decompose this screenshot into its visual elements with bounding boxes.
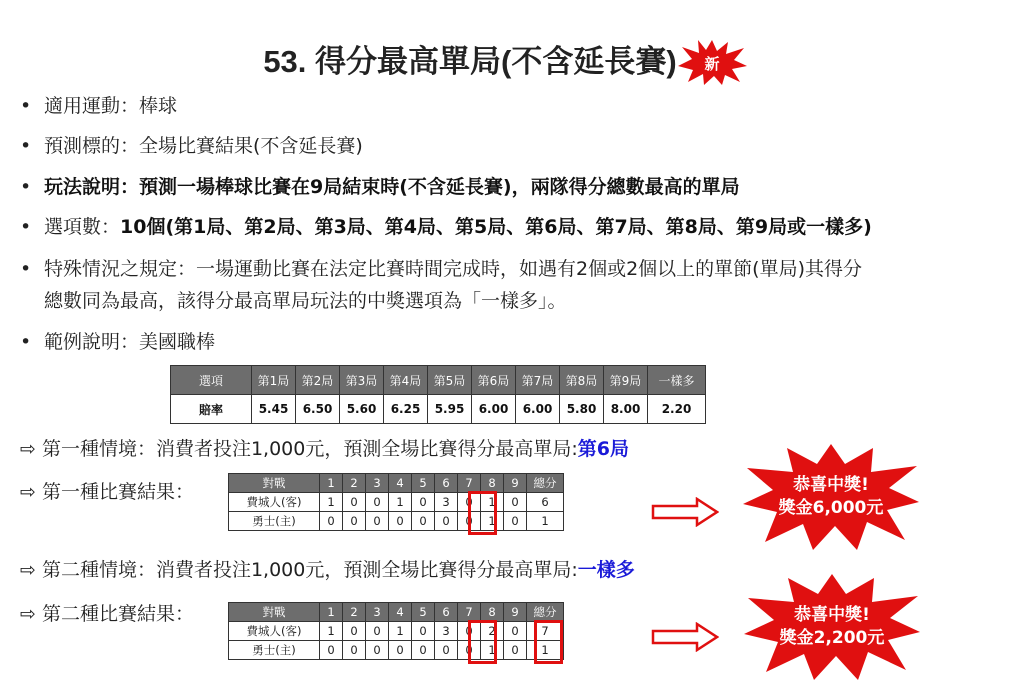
odds-value-cell: 5.60 (340, 395, 384, 424)
inning-score: 0 (366, 641, 389, 660)
case2-scenario (20, 555, 635, 582)
score-row-home (229, 512, 564, 531)
score-header-cell: 5 (412, 603, 435, 622)
case1-result-label: ⇨ 第一種比賽結果： (20, 481, 194, 503)
right-arrow-icon (651, 622, 719, 652)
odds-value-cell: 5.45 (252, 395, 296, 424)
burst-line-1: 恭喜中獎! (793, 475, 869, 495)
bullet-dot: • (20, 331, 32, 353)
score-header-cell: 8 (481, 603, 504, 622)
total-score: 6 (527, 493, 564, 512)
score-header-cell: 9 (504, 603, 527, 622)
case2-result-label: ⇨ 第二種比賽結果： (20, 603, 194, 625)
odds-value-cell: 2.20 (648, 395, 706, 424)
score-header-cell: 對戰 (229, 474, 320, 493)
case2-scenario-text: 第二種情境：消費者投注1,000元，預測全場比賽得分最高單局: (41, 559, 578, 581)
inning-score: 3 (435, 622, 458, 641)
score-header-cell: 7 (458, 603, 481, 622)
total-score: 1 (527, 641, 564, 660)
special-line-2: 總數同為最高，該得分最高單局玩法的中獎選項為「一樣多」。 (44, 290, 567, 312)
arrow-icon: ⇨ (20, 603, 36, 625)
arrow-icon: ⇨ (20, 438, 36, 460)
burst-shape (742, 572, 922, 682)
odds-value-cell: 6.00 (516, 395, 560, 424)
score-header-cell: 2 (343, 603, 366, 622)
score-header-cell: 總分 (527, 474, 564, 493)
odds-value-cell: 6.50 (296, 395, 340, 424)
score-header-cell: 3 (366, 474, 389, 493)
score-header-cell: 對戰 (229, 603, 320, 622)
options-prefix: 選項數： (44, 216, 121, 238)
inning-score: 0 (435, 641, 458, 660)
options-value: 10個(第1局、第2局、第3局、第4局、第5局、第6局、第7局、第8局、第9局或一樣多) (120, 216, 872, 238)
score-header-cell: 9 (504, 474, 527, 493)
bullet-dot: • (20, 216, 32, 238)
inning-score: 0 (412, 641, 435, 660)
total-score: 1 (527, 512, 564, 531)
bullet-dot: • (20, 135, 32, 157)
inning-score: 2 (481, 622, 504, 641)
arrow-icon: ⇨ (20, 481, 36, 503)
inning-score: 0 (343, 622, 366, 641)
score-header-cell: 8 (481, 474, 504, 493)
case1-score-table (228, 473, 564, 531)
odds-value-cell: 8.00 (604, 395, 648, 424)
score-header-cell: 總分 (527, 603, 564, 622)
right-arrow-icon (651, 497, 719, 527)
inning-score: 0 (412, 512, 435, 531)
score-row-home (229, 641, 564, 660)
team-name: 費城人(客) (229, 622, 320, 641)
team-name: 費城人(客) (229, 493, 320, 512)
odds-header-cell: 第5局 (428, 366, 472, 395)
odds-header-cell: 一樣多 (648, 366, 706, 395)
inning-score: 0 (412, 622, 435, 641)
inning-score: 0 (366, 493, 389, 512)
score-row-away (229, 493, 564, 512)
odds-header-cell: 第2局 (296, 366, 340, 395)
inning-score: 1 (481, 493, 504, 512)
inning-score: 0 (343, 641, 366, 660)
odds-header-cell: 第1局 (252, 366, 296, 395)
highlight-box-inning-6 (468, 620, 497, 664)
burst-line-2: 獎金6,000元 (778, 498, 884, 518)
score-header-cell: 7 (458, 474, 481, 493)
burst-line-2: 獎金2,200元 (779, 628, 885, 648)
highlight-box-inning-6 (468, 491, 497, 535)
case2-score-table (228, 602, 564, 660)
arrow-icon: ⇨ (20, 559, 36, 581)
odds-value-cell: 6.25 (384, 395, 428, 424)
odds-header-cell: 第8局 (560, 366, 604, 395)
case1-scenario (20, 434, 629, 461)
inning-score: 1 (481, 641, 504, 660)
bullet-dot: • (20, 95, 32, 117)
odds-value-cell: 賠率 (171, 395, 252, 424)
score-header-row (229, 474, 564, 493)
odds-table (170, 365, 706, 424)
score-header-cell: 1 (320, 474, 343, 493)
inning-score: 1 (320, 493, 343, 512)
score-header-cell: 4 (389, 603, 412, 622)
burst-line-1: 恭喜中獎! (794, 605, 870, 625)
burst-shape (741, 442, 921, 552)
inning-score: 0 (366, 512, 389, 531)
inning-score: 0 (504, 493, 527, 512)
odds-header-cell: 第3局 (340, 366, 384, 395)
score-row-away (229, 622, 564, 641)
case1-scenario-text: 第一種情境：消費者投注1,000元，預測全場比賽得分最高單局: (41, 438, 578, 460)
team-name: 勇士(主) (229, 512, 320, 531)
score-header-cell: 6 (435, 474, 458, 493)
new-badge-burst (676, 38, 748, 86)
score-header-cell: 6 (435, 603, 458, 622)
bullet-dot: • (20, 258, 32, 280)
score-header-cell: 2 (343, 474, 366, 493)
new-badge-label: 新 (704, 55, 720, 73)
prize-burst-case2 (742, 572, 922, 682)
score-header-cell: 5 (412, 474, 435, 493)
inning-score: 0 (458, 622, 481, 641)
inning-score: 0 (412, 493, 435, 512)
odds-header-cell: 第7局 (516, 366, 560, 395)
odds-header-cell: 第4局 (384, 366, 428, 395)
odds-value-cell: 5.95 (428, 395, 472, 424)
inning-score: 0 (504, 641, 527, 660)
score-header-cell: 3 (366, 603, 389, 622)
prize-burst-case1 (741, 442, 921, 552)
inning-score: 0 (389, 641, 412, 660)
case1-pick: 第6局 (577, 438, 629, 460)
inning-score: 0 (343, 493, 366, 512)
inning-score: 1 (481, 512, 504, 531)
inning-score: 1 (320, 622, 343, 641)
inning-score: 0 (458, 641, 481, 660)
inning-score: 1 (389, 493, 412, 512)
odds-header-cell: 第6局 (472, 366, 516, 395)
total-score: 7 (527, 622, 564, 641)
inning-score: 0 (320, 641, 343, 660)
inning-score: 0 (435, 512, 458, 531)
score-header-cell: 4 (389, 474, 412, 493)
inning-score: 0 (504, 512, 527, 531)
bullet-dot: • (20, 176, 32, 198)
inning-score: 1 (389, 622, 412, 641)
special-line-1: 特殊情況之規定：一場運動比賽在法定比賽時間完成時，如遇有2個或2個以上的單節(單局)其得分 (44, 258, 863, 280)
highlight-box-inning-8 (534, 620, 563, 664)
odds-header-cell: 第9局 (604, 366, 648, 395)
odds-value-cell: 5.80 (560, 395, 604, 424)
inning-score: 0 (389, 512, 412, 531)
inning-score: 3 (435, 493, 458, 512)
inning-score: 0 (458, 493, 481, 512)
score-header-row (229, 603, 564, 622)
odds-header-row (171, 366, 706, 395)
odds-header-cell: 選項 (171, 366, 252, 395)
inning-score: 0 (458, 512, 481, 531)
score-header-cell: 1 (320, 603, 343, 622)
inning-score: 0 (320, 512, 343, 531)
team-name: 勇士(主) (229, 641, 320, 660)
odds-value-row (171, 395, 706, 424)
case2-pick: 一樣多 (577, 559, 635, 581)
inning-score: 0 (343, 512, 366, 531)
page-title: 53. 得分最高單局(不含延長賽) (263, 44, 677, 79)
inning-score: 0 (504, 622, 527, 641)
odds-value-cell: 6.00 (472, 395, 516, 424)
inning-score: 0 (366, 622, 389, 641)
